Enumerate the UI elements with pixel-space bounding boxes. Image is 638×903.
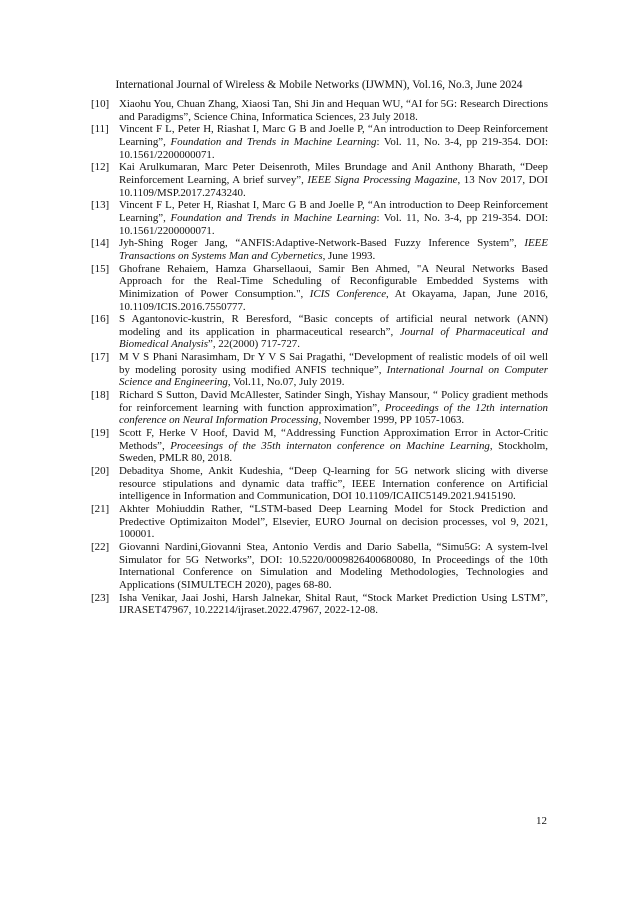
reference-text [119,389,548,427]
reference-number: [21] [91,503,110,515]
reference-entry [91,199,548,237]
reference-text-part: Kai Arulkumaran, Marc Peter Deisenroth, Miles Brundage and Anil Anthony Bharath, “Deep Reinforcement Learning, A brief survey”, [119,161,548,186]
reference-text-part: Vincent F L, Peter H, Riashat I, Marc G B and Joelle P, “An introduction to Deep Reinforcement Learning”, [119,123,548,148]
reference-number: [13] [91,199,110,212]
reference-text-part: Richard S Sutton, David McAllester, Satinder Singh, Yishay Mansour, “ Policy gradient methods for reinforcement learning with function approximation”, [119,389,548,414]
reference-text [119,313,548,351]
reference-text-part: Xiaohu You, Chuan Zhang, Xiaosi Tan, Shi Jin and Hequan WU, “AI for 5G: Research Directions and Paradigms”, Science China, Informatica Sciences, 23 July 2018. [119,98,548,123]
reference-entry [91,263,548,314]
reference-venue: Foundation and Trends in Machine Learning [170,211,377,224]
reference-venue: Proceesings of the 35th internaton conference on Machine Learning [170,439,490,452]
reference-text-part: S Agantonovic-kustrin, R Beresford, “Basic concepts of artificial neural network (ANN) modeling and its application in pharmaceutical research”, [119,313,548,338]
reference-venue: IEEE Signa Processing Magazine [307,173,458,186]
reference-text-part: M V S Phani Narasimham, Dr Y V S Sai Pragathi, “Development of realistic models of oil well by modeling porosity using modified ANFIS technique”, [119,351,548,376]
reference-entry [91,313,548,351]
reference-text-part: , June 1993. [322,249,376,262]
reference-text [119,541,548,592]
reference-venue: Journal of Pharmaceutical and Biomedical Analysis [119,325,548,351]
reference-number: [14] [91,237,110,250]
page-number: 12 [536,815,547,827]
reference-number: [17] [91,351,110,364]
reference-text-part: Giovanni Nardini,Giovanni Stea, Antonio Verdis and Dario Sabella, “Simu5G: A system-lvel Simulator for 5G Networks”, DOI: 10.5220/0009826400680080, In Proceedings of the 10th International Conference on Simulation and Modeling Methodologies, Technologies and Applications (SIMULTECH 2020), pages 68-80. [119,540,548,591]
reference-text [119,351,548,389]
reference-text-part: : Vol. 11, No. 3-4, pp 219-354. DOI: 10.1561/2200000071. [119,211,549,237]
reference-number: [12] [91,161,110,174]
reference-venue: International Journal on Computer Science and Engineering [119,363,548,389]
reference-text-part: , At Okayama, Japan, June 2016, 10.1109/ICIS.2016.7550777. [119,287,548,313]
reference-text [119,427,548,465]
reference-entry [91,389,548,427]
reference-entry [91,98,548,123]
reference-text [119,237,548,262]
reference-entry [91,123,548,161]
reference-text [119,465,548,503]
reference-text [119,98,548,123]
reference-text-part: , Stockholm, Sweden, PMLR 80, 2018. [119,439,548,465]
reference-text [119,199,548,237]
reference-venue: Proceedings of the 12th internation conference on Neural Information Processing [119,401,548,427]
reference-number: [20] [91,465,110,478]
reference-entry [91,592,548,617]
reference-text-part: Debaditya Shome, Ankit Kudeshia, “Deep Q-learning for 5G network slicing with diverse resource stipulations and dynamic data traffic”, IEEE Internation conference on Artificial intelligence in Information and Communication, DOI 10.1109/ICAIIC5149.2021.9415190. [119,465,548,503]
reference-entry [91,541,548,592]
reference-text-part: , November 1999, PP 1057-1063. [318,414,465,427]
reference-entry [91,351,548,389]
reference-number: [18] [91,389,110,402]
reference-number: [19] [91,427,110,440]
reference-number: [10] [91,98,110,110]
reference-venue: Foundation and Trends in Machine Learning [170,135,377,148]
reference-text-part: Akhter Mohiuddin Rather, “LSTM-based Deep Learning Model for Stock Prediction and Predective Optimizaiton Model”, Elsevier, EURO Journal on decision processes, vol 9, 2021, 100001. [119,503,548,541]
reference-entry [91,465,548,503]
reference-text-part: Vincent F L, Peter H, Riashat I, Marc G B and Joelle P, “An introduction to Deep Reinforcement Learning”, [119,199,548,224]
reference-text-part: , Vol.11, No.07, July 2019. [227,376,345,389]
reference-text-part: , 13 Nov 2017, DOI 10.1109/MSP.2017.2743240. [119,173,548,199]
reference-number: [11] [91,123,109,136]
reference-text-part: Jyh-Shing Roger Jang, “ANFIS:Adaptive-Network-Based Fuzzy Inference System”, [119,237,525,250]
reference-number: [23] [91,591,110,604]
reference-list [91,98,548,617]
reference-text-part: ”, 22(2000) 717-727. [208,338,300,351]
reference-text [119,263,548,314]
reference-entry [91,427,548,465]
reference-text [119,161,548,199]
reference-text-part: Scott F, Herke V Hoof, David M, “Addressing Function Approximation Error in Actor-Critic Methods”, [119,427,548,452]
reference-text-part: Isha Venikar, Jaai Joshi, Harsh Jalnekar, Shital Raut, “Stock Market Prediction Using LSTM”, IJRASET47967, 10.22214/ijraset.2022.47967, 2022-12-08. [119,591,548,617]
reference-text [119,592,548,617]
reference-text-part: : Vol. 11, No. 3-4, pp 219-354. DOI: 10.1561/2200000071. [119,135,549,161]
reference-entry [91,161,548,199]
reference-number: [22] [91,540,110,553]
reference-text [119,503,548,541]
reference-venue: ICIS Conference [309,287,387,300]
running-header: International Journal of Wireless & Mobile Networks (IJWMN), Vol.16, No.3, June 2024 [115,79,523,91]
reference-venue: IEEE Transactions on Systems Man and Cybernetics [119,237,548,262]
reference-text-part: Ghofrane Rehaiem, Hamza Gharsellaoui, Samir Ben Ahmed, "A Neural Networks Based Approach for the Real-Time Scheduling of Reconfigurable Embedded Systems with Minimization of Power Consumption.", [119,262,548,300]
reference-entry [91,237,548,262]
reference-entry [91,503,548,541]
reference-number: [16] [91,313,110,326]
reference-number: [15] [91,262,110,275]
reference-text [119,123,548,161]
